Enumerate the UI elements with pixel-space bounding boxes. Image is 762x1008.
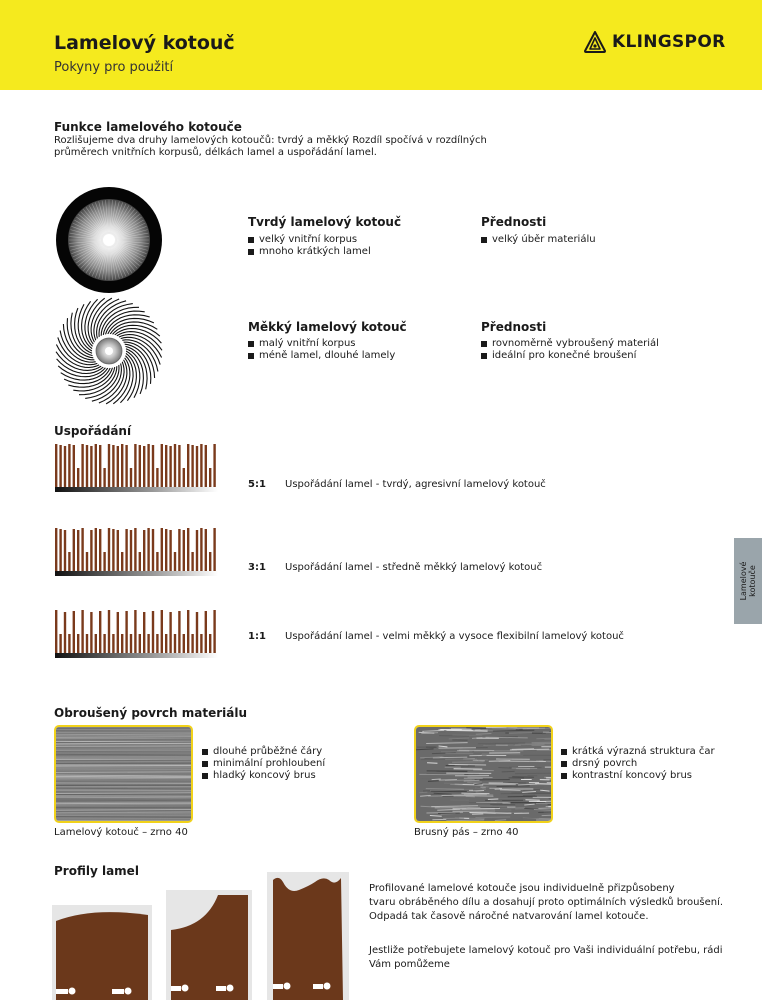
hard-disc-feature: velký vnitřní korpus <box>248 234 371 246</box>
profiles-para1-line3: Odpadá tak časově náročné natvarování lamel kotouče. <box>369 911 649 922</box>
page-title: Lamelový kotouč <box>54 32 235 54</box>
function-intro-line2: průměrech vnitřních korpusů, délkách lamel a uspořádání lamel. <box>54 147 377 158</box>
arrangement-heading: Uspořádání <box>54 424 132 438</box>
side-tab-line2: kotouče <box>748 565 757 597</box>
arrangement-ratio: 5:1 <box>248 479 266 490</box>
hard-advantages-list <box>481 234 596 246</box>
arrangement-description: Uspořádání lamel - velmi měkký a vysoce flexibilní lamelový kotouč <box>285 631 624 642</box>
profiles-paragraph-2 <box>369 944 739 972</box>
profiles-para1-line2: tvaru obráběného dílu a dosahují proto optimálních výsledků broušení. <box>369 897 724 908</box>
soft-disc-feature: méně lamel, dlouhé lamely <box>248 350 395 362</box>
profiles-para2-line1: Jestliže potřebujete lamelový kotouč pro Vaši individuální potřebu, rádi <box>369 945 723 956</box>
arrangement-ratio: 3:1 <box>248 562 266 573</box>
side-tab-line1: Lamelové <box>739 561 748 601</box>
profiles-paragraph-1 <box>369 882 739 924</box>
lamella-profile-2 <box>166 890 252 1000</box>
function-intro-line1: Rozlišujeme dva druhy lamelových kotoučů: tvrdý a měkký Rozdíl spočívá v rozdílných <box>54 135 487 146</box>
brand-logo <box>584 31 725 53</box>
belt-surface-caption: Brusný pás – zrno 40 <box>414 827 519 838</box>
brand-name: KLINGSPOR <box>612 32 726 52</box>
soft-advantages-title: Přednosti <box>481 320 547 334</box>
soft-disc-title: Měkký lamelový kotouč <box>248 320 407 334</box>
arrangement-description: Uspořádání lamel - středně měkký lamelový kotouč <box>285 562 543 573</box>
soft-advantage: ideální pro konečné broušení <box>481 350 659 362</box>
hard-advantages-title: Přednosti <box>481 215 547 229</box>
arrangement-3-1-diagram <box>55 522 218 578</box>
lamella-profile-1 <box>52 905 152 1000</box>
profiles-para1-line1: Profilované lamelové kotouče jsou individuelně přizpůsobeny <box>369 883 675 894</box>
surface-feature: dlouhé průběžné čáry <box>202 746 325 758</box>
arrangement-5-1-diagram <box>55 438 218 494</box>
arrangement-1-1-diagram <box>55 604 218 660</box>
body-gradient <box>55 571 218 576</box>
function-heading: Funkce lamelového kotouče <box>54 120 242 134</box>
surface-heading: Obroušený povrch materiálu <box>54 706 247 720</box>
soft-disc-feature: malý vnitřní korpus <box>248 338 395 350</box>
lamella-profile-3 <box>267 872 349 1000</box>
hard-disc-image <box>55 186 163 294</box>
belt-surface-image <box>414 725 553 823</box>
soft-advantages-list <box>481 338 659 362</box>
body-gradient <box>55 653 218 658</box>
flap-disc-surface-image <box>54 725 193 823</box>
soft-advantage: rovnoměrně vybroušený materiál <box>481 338 659 350</box>
hard-disc-title: Tvrdý lamelový kotouč <box>248 215 402 229</box>
surface-feature: drsný povrch <box>561 758 715 770</box>
side-tab-label <box>739 562 757 601</box>
lamella-bars <box>55 444 216 487</box>
hard-disc-feature: mnoho krátkých lamel <box>248 246 371 258</box>
body-gradient <box>55 487 218 492</box>
page-subtitle: Pokyny pro použití <box>54 60 174 75</box>
arrangement-description: Uspořádání lamel - tvrdý, agresivní lamelový kotouč <box>285 479 546 490</box>
belt-surface-features <box>561 746 715 782</box>
profiles-heading: Profily lamel <box>54 864 139 878</box>
surface-feature: minimální prohloubení <box>202 758 325 770</box>
klingspor-triangle-logo-icon <box>584 31 606 53</box>
hard-advantage: velký úběr materiálu <box>481 234 596 246</box>
soft-disc-image <box>55 297 163 405</box>
arrangement-ratio: 1:1 <box>248 631 266 642</box>
lamella-bars <box>55 610 216 653</box>
surface-feature: krátká výrazná struktura čar <box>561 746 715 758</box>
soft-disc-features <box>248 338 395 362</box>
lamella-bars <box>55 528 216 571</box>
flap-disc-surface-caption: Lamelový kotouč – zrno 40 <box>54 827 188 838</box>
surface-feature: kontrastní koncový brus <box>561 770 715 782</box>
side-tab[interactable] <box>734 538 762 624</box>
surface-feature: hladký koncový brus <box>202 770 325 782</box>
hard-disc-features <box>248 234 371 258</box>
flap-disc-surface-features <box>202 746 325 782</box>
profiles-para2-line2: Vám pomůžeme <box>369 959 450 970</box>
